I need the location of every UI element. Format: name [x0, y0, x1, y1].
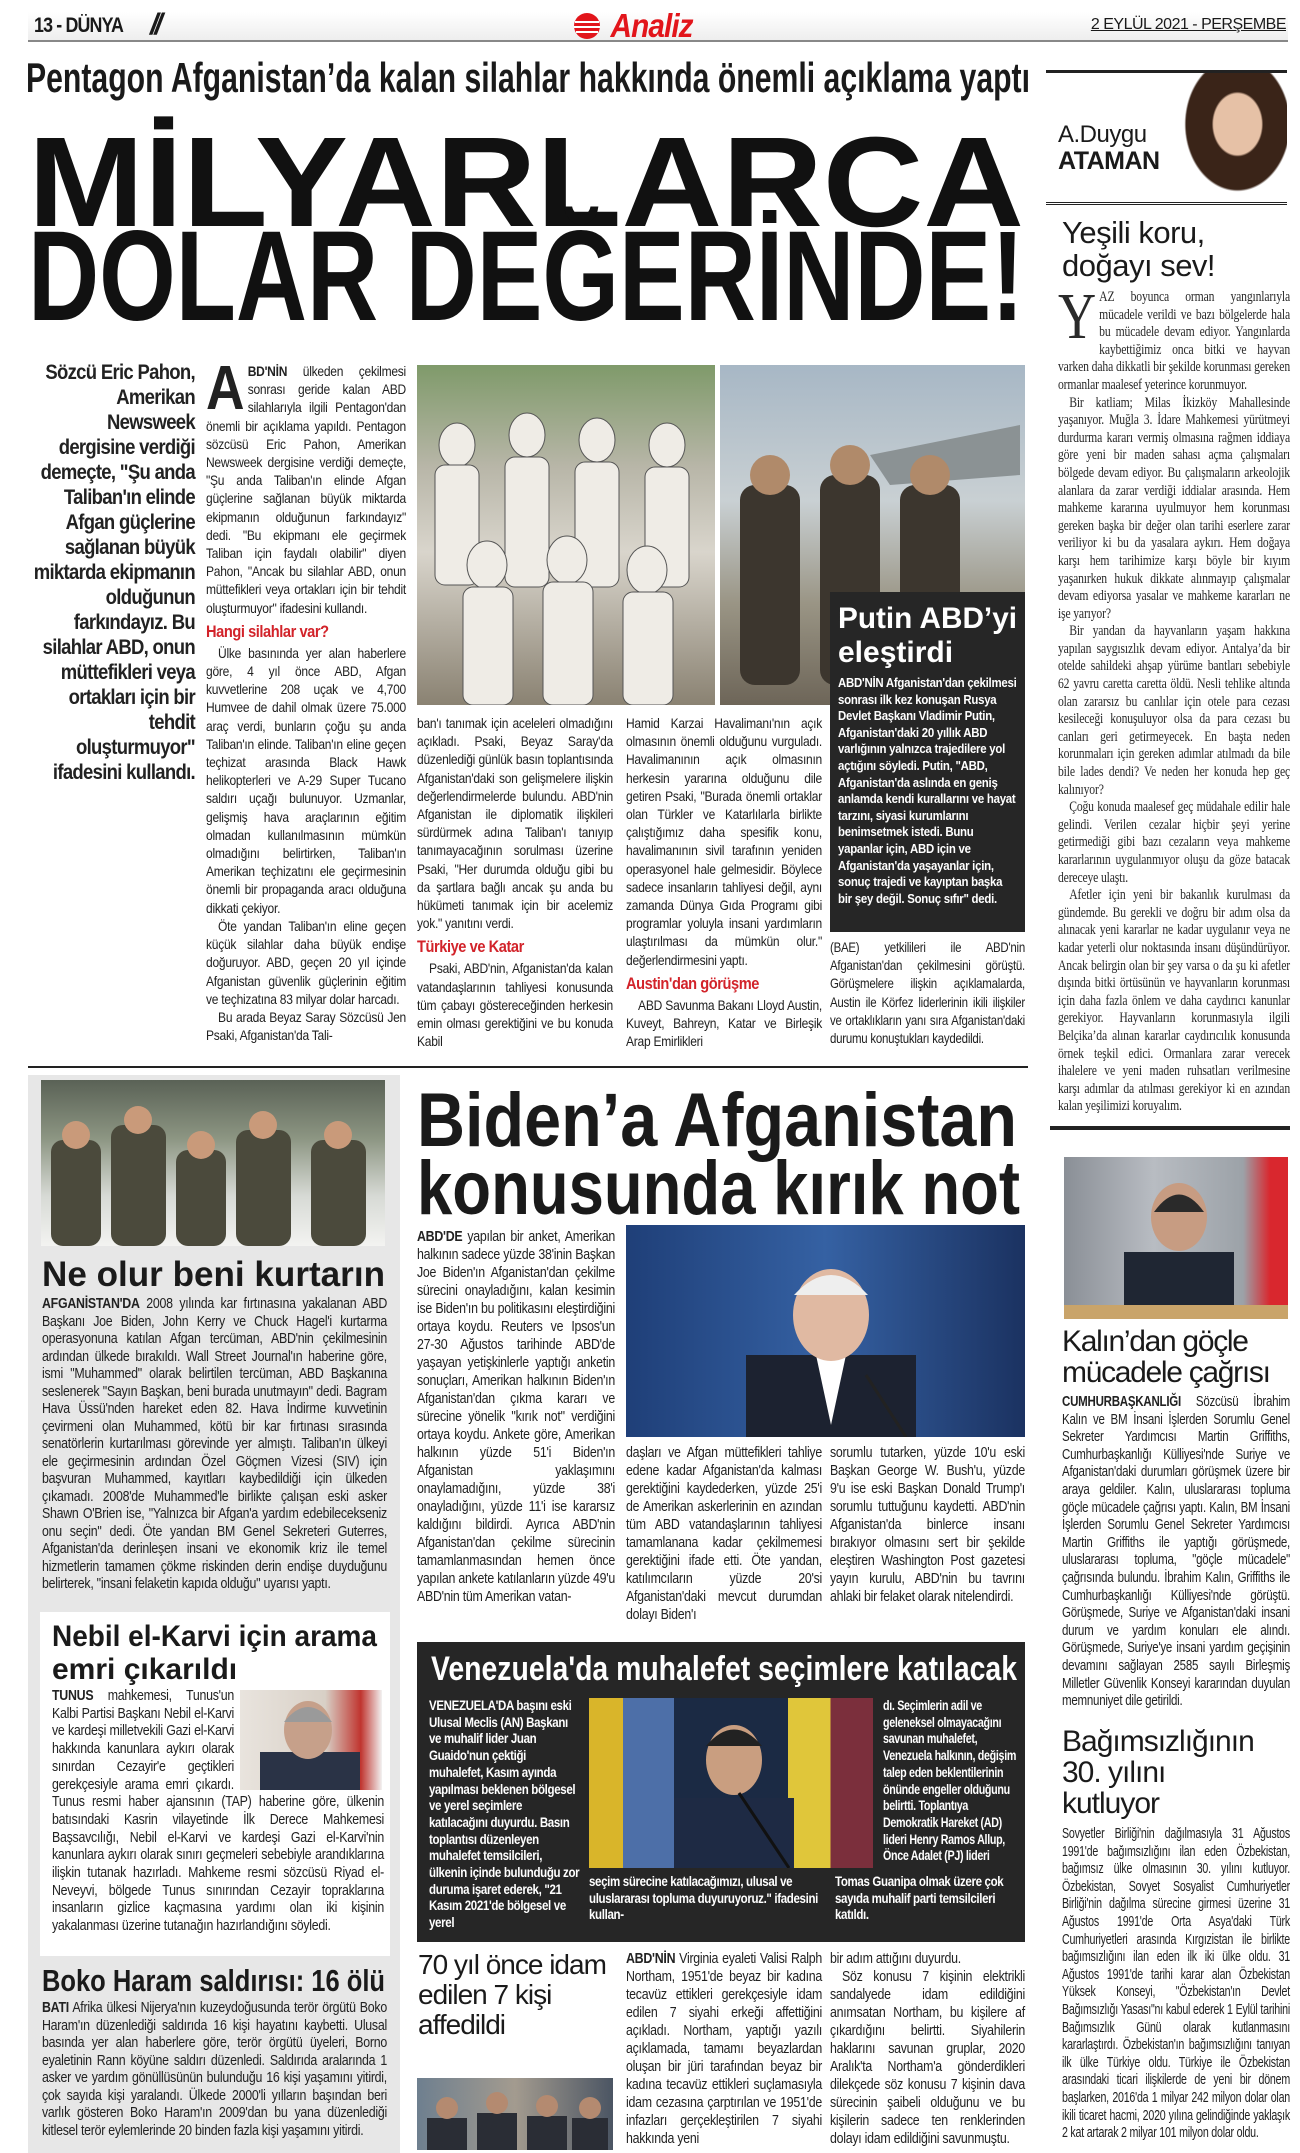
putin-sidebar [830, 592, 1025, 932]
venezuela-column-1 [429, 1698, 581, 1932]
paragraph [626, 996, 822, 1051]
lead-headline-line-2: DOLAR DEĞERİNDE! [28, 205, 1024, 330]
rescue-headline-wrap [42, 1250, 392, 1294]
boko-body [42, 2000, 387, 2140]
soldiers-group [41, 1080, 385, 1246]
paragraph [626, 1950, 822, 2148]
paragraph [1058, 395, 1290, 624]
paragraph [830, 938, 1025, 1047]
kalin-headline: Kalın’dan göçle mücadele çağrısı [1062, 1325, 1270, 1389]
uzbek-headline: Bağımsızlığının 30. yılını kutluyor [1062, 1725, 1254, 1820]
subheading: Austin'dan görüşme [626, 973, 760, 993]
biden-column-1 [417, 1228, 615, 1606]
paragraph [589, 1874, 827, 1924]
paragraph-text: Afetler için yeni bir bakanlık kurulması da gündemde. Bu gerekli ve doğru bir adım olsa da alınacak yeni kararlar ne kadar uygulanır veya ne kadar yeterli olur noktasında insanı düşündürüyor. Ancak belirgin olan bir şey varsa o da şu ki afetler dışında bitki örtüsünün ve hayvanların korunması için daha fazla önlem ve daha caydırıcı kanunlar gerekiyor. Hayvanların korunmasıyla ilgili Belçika’da alınan kararlar caydırıcılık konusunda örnek teşkil edici. Ormanlara zarar verecek ihalelere ve yeni maden ruhsatları verilmesine karşı adımlar da atılması gerekiyor ki en azından kalan yeşilimizi koruyalım. [1058, 887, 1290, 1115]
northam-photo [417, 2078, 613, 2150]
lead-headline-line-1: MİLYARLARCA [28, 111, 1024, 254]
nebil-headline [52, 1618, 387, 1686]
paragraph-text: Çoğu konuda maalesef geç müdahale edilir hale gelindi. Verilen cezalar hiçbir şeyi yerine getirmediği gibi bazı cezaların veya mahkeme kararlarının uygulanmıyor oluşu da göze batacak dereceye ulaştı. [1058, 799, 1290, 886]
paragraph [417, 1228, 615, 1606]
paragraph [835, 1874, 1019, 1924]
paragraph-text: Öte yandan Taliban'ın eline geçen küçük silahlar daha büyük endişe doğuruyor. ABD, geçen 20 yıl içinde Afganistan güvenlik güçlerinin eğitim ve teçhizatına 83 milyar dolar harcadı. [206, 917, 406, 1007]
uzbek-body [1062, 1826, 1290, 2143]
biden-headline [410, 1078, 1030, 1223]
paragraph-text: Sözcüsü İbrahim Kalın ve BM İnsani İşlerden Sorumlu Genel Sekreter Yardımcısı Martin Griffiths, Cumhurbaşkanlığı Külliyesi'nde Suriye ve Afganistan'daki durumları görüşmek üzere bir araya geldiler. Kalın, uluslararası topluma göçle mücadele çağrısı yaptı. Kalın, BM İnsani İşlerden Sorumlu Genel Sekreter Yardımcısı Martin Griffiths ile yaptığı görüşmede, uluslararası topluma, "göçle mücadele" çağrısında bulundu. İbrahim Kalın, Griffiths ile Cumhurbaşkanlığı Külliyesi'nde görüştü. Görüşmede, Suriye ve Afganistan'daki insani durum ve yardım konuları ele alındı. Görüşmede, Suriye'ye insani yardım geçişinin devamını sağlayan 2585 sayılı Birleşmiş Milletler Güvenlik Konseyi kararından duyulan memnuniyet dile getirildi. [1062, 1394, 1290, 1710]
paragraph-text: Psaki, ABD'nin, Afganistan'da kalan vatandaşlarının tahliyesi konusunda tüm çabayı göstereceğinden herkesin emin olması gerektiğini ve bu konuda Kabil [417, 960, 613, 1050]
venezuela-headline-wrap [417, 1642, 1025, 1692]
paragraph [883, 1698, 1019, 1865]
rescue-body [42, 1296, 387, 1594]
page-section-label: 13 - DÜNYA [34, 14, 124, 37]
northam-headline: 70 yıl önce idam edilen 7 kişi affedildi [418, 1949, 606, 2040]
lead-in: AFGANİSTAN'DA [42, 1296, 140, 1312]
paragraph [830, 1444, 1025, 1606]
paragraph [1062, 1394, 1290, 1711]
paragraph-text: ban'ı tanımak için aceleleri olmadığını açıkladı. Psaki, Beyaz Saray'da düzenlediği günlük basın toplantısında Afganistan'daki son gelişmelere ilişkin değerlendirmelerde bulundu. ABD'nin Afganistan ile diplomatik ilişkileri sürdürmek adına Taliban'ı tanıyıp tanımayacağının sorulması üzerine Psaki, "Her durumda olduğu gibi bu da şartlara bağlı ancak şu anda bu hükümeti tanımak için bir acelemiz yok." yanıtını verdi. [417, 715, 613, 932]
kalin-body [1062, 1394, 1290, 1711]
lead-in: BATI [42, 2000, 69, 2016]
drop-cap: A [206, 354, 245, 423]
biden-column-3 [830, 1444, 1025, 1606]
paragraph-text: Hamid Karzai Havalimanı'nın açık olmasının önemli olduğunu vurguladı. Havalimanının açık olmasının herkesin yararına olduğunu dile getiren Psaki, "Burada önemli ortaklar olan Türkler ve Katarlılarla birlikte çalıştığımız daha spesifik konu, havalimanının sivil tarafının yeniden operasyonel hale gelmesidir. Böylece sadece insanların tahliyesi değil, aynı zamanda Dünya Gıda Programı gibi programlar yoluyla insani yardımların ulaştırılması da mümkün olur." değerlendirmesini yaptı. [626, 715, 822, 968]
paragraph-text: Söz konusu 7 kişinin elektrikli sandalyede idam edildiğini anımsatan Northam, bu kişilere af çıkardığını belirtti. Siyahilerin haklarını savunan gruplar, 2020 Aralık'ta Northam'a gönderdikleri dilekçede söz konusu 7 kişinin dava sürecinin şaibeli olduğunu ve bu kişilerin sadece ten renklerinden dolayı idam edildiğini savunmuştu. [830, 1969, 1025, 2147]
paragraph-text: AZ boyunca orman yangınlarıyla mücadele verildi ve bazı bölgelerde hala bu mücadele devam ediyor. Yangınlarda kaybettiğimiz onca bitki ve hayvan varken daha dikkatli bir şekilde korunması gereken ormanlar maalesef yeterince korunmuyor. [1058, 289, 1290, 393]
paragraph-text: yapılan bir anket, Amerikan halkının sadece yüzde 38'inin Başkan Joe Biden'ın Afganistan'dan çekilme sürecini onayladığını, kalan kesimin ise Biden'ın bu politikasını eleştirdiğini ortaya koydu. Reuters ve Ipsos'un 27-30 Ağustos tarihinde ABD'de yaşayan yetişkinlerle yaptığı anketin sonuçları, Amerikan halkının Biden'ın Afganistan'dan çıkma kararı ve sürecine yönelik "kırık not" verdiğini ortaya koydu. Ankete göre, Amerikan halkının yüzde 51'i Biden'ın Afganistan yaklaşımını onaylamadığını, yüzde 38'i onayladığını, yüzde 11'i ise kararsız kaldığını bildirdi. Ayrıca ABD'nin Afganistan'dan çekilme sürecinin tamamlanmasından hemen önce yapılan ankete katılanların yüzde 49'u ABD'nin tüm Amerikan vatan- [417, 1229, 615, 1605]
venezuela-headline: Venezuela'da muhalefet seçimlere katılacak [431, 1650, 1018, 1688]
paragraph-text: Bir katliam; Milas İkizköy Mahallesinde yaşanıyor. Muğla 3. İdare Mahkemesi yürütmeyi durdurma kararı vermiş olmasına rağmen iddiaya göre yeni bir maden sahası açma çalışmaları bölgede devam ediyor. Bu çalışmaların arkeolojik alanlara da zarar verdiği iddialar arasında. Hem mahkeme kararına uyulmuyor hem korunması gereken başka bir değer olan tarihi eserlere zarar veriliyor ki bu da yasalara aykırı. Hem doğaya karşı hem tarihimize karşı böyle bir kıyım yaşanırken hukuk dikkate alınmayıp çalışmalar devam ediyorsa yasalar ve mahkeme kararları ne işe yarıyor? [1058, 394, 1290, 622]
paragraph-text: dı. Seçimlerin adil ve geleneksel olmayacağını savunan muhalefet, Venezuela halkının, değişim talep eden beklentilerinin önünde engeller olduğunu belirtti. Toplantıya Demokratik Hareket (AD) lideri Henry Ramos Allup, Önce Adalet (PJ) lideri [883, 1698, 1017, 1864]
taliban-fighters-photo [417, 365, 715, 705]
paragraph-text: Ülke basınında yer alan haberlere göre, 4 yıl önce ABD, Afgan kuvvetlerine 208 uçak ve 4,700 Humvee de dahil olmak üzere 75.000 araç verdi, bunların çoğu şu anda Taliban'ın elinde. Taliban'ın eline geçen teçhizat arasında Black Hawk helikopterleri ve A-29 Super Tucano saldırı uçağı bulunuyor. Uzmanlar, gelişmiş hava araçlarının eğitim olmadan kullanılmasının mümkün olmadığını belirtirken, Taliban'ın Amerikan teçhizatını ele geçirmesinin önemli bir propaganda aracı olduğuna dikkati çekiyor. [206, 644, 406, 916]
biden-speaking [626, 1225, 1025, 1437]
paragraph-text: Bir yandan da hayvanların yaşam hakkına yapılan saygısızlık devam ediyor. Antalya’da bir otelde sahildeki ahşap yürüme bantları sebebiyle 62 yavru caretta caretta öldü. Nesli tehlike altında olan zararsız bu canlılar için otele para cezası kesileceği konuşuluyor olsa da para cezası bu canları geri getirmeyecek. En başta neden korunmaları için gereken adımlar atılmadı da bile bile lades dendi? Ve neden her konuda hep geç kalınıyor? [1058, 623, 1290, 798]
lead-in: BD'NİN [247, 363, 288, 379]
lead-in: ABD'DE [417, 1229, 463, 1245]
newspaper-logo [572, 7, 752, 44]
nebil-body [52, 1688, 384, 1936]
paragraph-text: Sovyetler Birliği'nin dağılmasıyla 31 Ağustos 1991'de bağımsızlığını ilan eden Özbekistan, bağımsız ülke olmasının 30. yılını kutluyor. Özbekistan, Sovyet Sosyalist Cumhuriyetler Birliği'nin dağılma sürecine girmesi üzerine 31 Ağustos 1991'de Orta Asya'daki Türk Cumhuriyetleri arasında Kırgızistan ile birlikte bağımsızlığını ilan eden ilk iki ülke oldu. 31 Ağustos 1991'de tarihi karar alan Özbekistan Yüksek Konseyi, "Özbekistan'ın Devlet Bağımsızlığı Yasası"nı kabul ederek 1 Eylül tarihini Bağımsızlık Günü olarak kutlanmasını kararlaştırdı. Özbekistan'ın bağımsızlığını tanıyan ilk ülke Türkiye oldu. Türkiye ile Özbekistan arasındaki ticari ilişkilerde de yeni bir dönem başlarken, 2016'da 1 milyar 242 milyon dolar olan ikili ticaret hacmi, 2020 yılına gelindiğinde yaklaşık 2 kat artarak 2 milyar 101 milyon dolar oldu. [1062, 1826, 1290, 2142]
lead-in: TUNUS [52, 1688, 94, 1704]
northam-column-2 [830, 1950, 1025, 2148]
nebil-headline-line-2: emri çıkarıldı [52, 1653, 238, 1686]
section-slashes: // [150, 8, 159, 41]
guaido-photo [589, 1698, 873, 1868]
columnist-box [1046, 70, 1287, 205]
lead-kicker: Pentagon Afganistan’da kalan silahlar hakkında önemli açıklama yaptı [26, 54, 1030, 101]
boko-headline-wrap [42, 1960, 392, 2000]
paragraph-text: (BAE) yetkilileri ile ABD'nin Afganistan'dan çekilmesini görüştü. Görüşmelere ilişkin açıklamalarda, Austin ile Körfez liderlerinin ikili ilişkiler ve ortaklıkların yanı sıra Afganistan'daki durumu konuştukları kaydedildi. [830, 939, 1025, 1047]
paragraph [42, 2000, 387, 2140]
paragraph [206, 917, 406, 1008]
paragraph [429, 1698, 581, 1932]
paragraph [206, 354, 406, 617]
venezuela-column-2 [589, 1874, 827, 1924]
lead-column-2 [417, 714, 613, 1050]
lead-column-4 [830, 938, 1025, 1047]
paragraph-text: başını eski Ulusal Meclis (AN) Başkanı ve muhalif lider Juan Guaido'nun çektiği muhalefet, Kasım ayında yapılması beklenen bölgesel ve yerel seçimlere katılacağını duyurdu. Basın toplantısı düzenleyen muhalefet temsilcileri, ülkenin içinde bulunduğu zor duruma işaret ederek, "21 Kasım 2021'de bölgesel ve yerel [429, 1698, 580, 1931]
paragraph [52, 1688, 384, 1936]
paragraph [417, 959, 613, 1050]
putin-body: ABD'NİN Afganistan'dan çekilmesi sonrası ilk kez konuşan Rusya Devlet Başkanı Vladimir Putin, Afganistan'daki 20 yıllık ABD varlığının yalnızca trajedilere yol açtığını söyledi. Putin, "ABD, Afganistan'da aslında en geniş anlamda kendi kurallarını ve hayat tarzını, siyasi kurumlarını benimsetmek istedi. Bunu yapanlar için, ABD için ve Afganistan'da yaşayanlar için, sonuç trajedi ve kayıptan başka bir şey değil. Sonuç sıfır" dedi. [838, 675, 1017, 906]
paragraph [1058, 799, 1290, 887]
columnist-first-name: A.Duygu [1058, 121, 1147, 148]
paragraph-text: ülkeden çekilmesi sonrası geride kalan ABD silahlarıyla ilgili Pentagon'dan önemli bir açıklama yapıldı. Pentagon sözcüsü Eric Pahon, Amerikan Newsweek dergisine verdiği demeçte, "Şu anda Taliban'ın elinde Afgan güçlerine sağlanan büyük miktarda ekipmanın olduğunun farkındayız" dedi. "Bu ekipmanı ele geçirmek Taliban için faydalı olabilir" diyen Pahon, "Ancak bu silahlar ABD, onun müttefikleri veya ortakları için bir tehdit oluşturmuyor" ifadesini kullandı. [206, 363, 406, 616]
paragraph [42, 1296, 387, 1594]
paragraph-text: Virginia eyaleti Valisi Ralph Northam, 1951'de beyaz bir kadına tecavüz ettikleri gerekçesiyle idam edilen 7 siyahi erkeği affettiğini açıkladı. Northam, yaptığı yazılı açıklamada, tamamı beyazlardan oluşan bir jüri tarafından beyaz bir kadına tecavüz ettikleri suçlamasıyla idam cezasına çarptırılan ve 1951'de infazları gerçekleştirilen 7 siyahi hakkında yeni [626, 1951, 822, 2147]
paragraph-text: ABD Savunma Bakanı Lloyd Austin, Kuveyt, Bahreyn, Katar ve Birleşik Arap Emirlikleri [626, 996, 822, 1050]
lead-column-1 [206, 354, 406, 1044]
paragraph [1062, 1826, 1290, 2143]
paragraph-text: daşları ve Afgan müttefikleri tahliye edene kadar Afganistan'da kalması gerektiğini kaydederken, yüzde 25'i de Amerikan askerlerinin en azından tüm ABD vatandaşlarının tahliyesi tamamlanana kadar çekilmemesi gerektiğini ifade etti. Öte yandan, katılımcıların yüzde 20'si Afganistan'daki mevcut durumdan dolayı Biden'ı [626, 1445, 822, 1623]
northam-column-1 [626, 1950, 822, 2148]
columnist-last-name: ATAMAN [1058, 147, 1160, 175]
lead-in: ABD'NİN [626, 1951, 676, 1967]
paragraph [626, 714, 822, 969]
pull-quote: Sözcü Eric Pahon, Amerikan Newsweek dergisine verdiği demeçte, "Şu anda Taliban'ın elinde Afgan güçlerine sağlanan büyük miktarda ekipmanın olduğunun farkındayız. Bu silahlar ABD, onun müttefikleri veya ortakları için bir tehdit oluşturmuyor" ifadesini kullandı. [33, 360, 195, 784]
rescue-headline: Ne olur beni kurtarın [42, 1255, 385, 1294]
kalin-photo [1064, 1157, 1288, 1319]
opinion-body [1058, 280, 1290, 1116]
paragraph-text: Bu arada Beyaz Saray Sözcüsü Jen Psaki, Afganistan'da Tali- [206, 1008, 406, 1044]
paragraph [830, 1950, 1025, 1968]
logo-wordmark: Analiz [610, 7, 693, 44]
paragraph-text: bir adım attığını duyurdu. [830, 1951, 961, 1967]
paragraph [206, 1008, 406, 1044]
lead-column-3 [626, 714, 822, 1050]
paragraph-text: Tomas Guanipa olmak üzere çok sayıda muhalif parti temsilcileri katıldı. [835, 1874, 1004, 1923]
section-divider [28, 1066, 1028, 1068]
paragraph [1058, 623, 1290, 799]
biden-photo [626, 1225, 1025, 1437]
drop-cap: Y [1058, 280, 1096, 353]
venezuela-column-4 [835, 1874, 1019, 1924]
columnist-photo [1177, 73, 1287, 201]
kalin-speaking [1064, 1157, 1288, 1319]
fighters-silhouettes [417, 365, 715, 705]
lead-headlines [0, 50, 1040, 330]
paragraph-text: 2008 yılında kar fırtınasına yakalanan ABD Başkanı Joe Biden, John Kerry ve Chuck Hagel'i kurtarma operasyonuna katılan Afgan tercüman, ABD'nin çekilmesinin ardından ülkede bırakıldı. Wall Street Journal'ın haberine göre, ismi "Muhammed" olarak belirtilen tercüman, ABD Başkanına seslenerek "Sayın Başkan, beni burada unutmayın" dedi. Bagram Hava Üssü'nden hareket eden 82. Hava İndirme kuvvetinin çevirmeni olan Muhammed, kötü bir kar fırtınası sırasında senatörlerin kurtarılması görevinde yer almıştı. Taliban'ın ülkeyi ele geçirmesinin ardından Özel Göçmen Vizesi (SIV) için başvuran Muhammed, kayıtları kaybedildiği için ülkeden çıkamadı. 2008'de Muhammed'le birlikte çalışan eski asker Shawn O'Brien ise, "Yalnızca bir Afgan'a yardım edebilecekseniz onu seçin" dedi. Öte yandan BM Genel Sekreteri Guterres, Afganistan'da derinleşen insani ve ekonomik kriz ile temel hizmetlerin tamamen çökme riskinden derin endişe duyduğunu belirterek, "insani felaketin kapıda olduğu" uyarısı yaptı. [42, 1296, 387, 1592]
lead-in: CUMHURBAŞKANLIĞI [1062, 1394, 1181, 1410]
paragraph-text: sorumlu tutarken, yüzde 10'u eski Başkan George W. Bush'u, yüzde 9'u ise eski Başkan Donald Trump'ı sorumlu tuttuğunu kaydetti. ABD'nin Afganistan'da binlerce insanı bırakıyor olmasını sert bir şekilde eleştiren Washington Post gazetesi yayın kurulu, ABD'nin bu tavrını ahlaki bir felaket olarak nitelendirdi. [830, 1445, 1025, 1605]
putin-headline [838, 600, 1017, 670]
paragraph [1058, 280, 1290, 395]
putin-headline-line-1: Putin ABD’yi [838, 602, 1017, 635]
putin-headline-line-2: eleştirdi [838, 636, 954, 669]
nebil-headline-line-1: Nebil el-Karvi için arama [52, 1620, 378, 1653]
subheading: Türkiye ve Katar [417, 937, 524, 957]
officials-group [417, 2078, 613, 2150]
guaido-speaking [589, 1698, 873, 1868]
paragraph-text: mahkemesi, Tunus'un Kalbi Partisi Başkanı Nebil el-Karvi ve kardeşi milletvekili Gazi el-Karvi hakkında kanunlara aykırı olarak sınırdan Cezayir'e geçtikleri gerekçesiyle arama emri çıkardı. Tunus resmi haber ajansının (TAP) haberine göre, ülkenin batısındaki Kasrin vilayetinde İlk Derece Mahkemesi Başsavcılığı, Nebil el-Karvi ve kardeşi Gazi el-Karvi'nin kanunlara aykırı olarak sınırı geçmeleri sebebiyle arandıklarına ilişkin tutanak hazırladı. Mahkeme resmi sözcüsü Riyad el-Neveyvi, bölgede Tunus sınırından Cezayir topraklarına insanların gizlice kaçmasına yardımı olan iki kişinin yakalanması üzerine tutanağın hazırlandığını söyledi. [52, 1688, 384, 1935]
biden-column-2 [626, 1444, 822, 1624]
paragraph [206, 644, 406, 917]
paragraph [1058, 887, 1290, 1116]
biden-headline-line-1: Biden’a Afganistan [417, 1078, 1017, 1163]
venezuela-column-3 [883, 1698, 1019, 1865]
paragraph [417, 714, 613, 932]
issue-date: 2 EYLÜL 2021 - PERŞEMBE [1090, 16, 1286, 33]
rescue-group-photo [41, 1080, 385, 1246]
biden-headline-line-2: konusunda kırık not [417, 1146, 1020, 1223]
venezuela-box [417, 1642, 1025, 1942]
lead-in: VENEZUELA'DA [429, 1698, 514, 1713]
paragraph [830, 1968, 1025, 2148]
subheading: Hangi silahlar var? [206, 621, 329, 641]
boko-headline: Boko Haram saldırısı: 16 ölü [42, 1963, 385, 1998]
opinion-title: Yeşili koru, doğayı sev! [1062, 215, 1216, 283]
opinion-end-rule [1050, 1126, 1290, 1130]
paragraph-text: seçim sürecine katılacağımızı, ulusal ve uluslararası topluma duyuruyoruz." ifadesini kullan- [589, 1874, 819, 1923]
paragraph [626, 1444, 822, 1624]
logo-globe-icon [572, 11, 602, 41]
paragraph-text: Afrika ülkesi Nijerya'nın kuzeydoğusunda terör örgütü Boko Haram'ın düzenlediği saldırıda 16 kişi hayatını kaybetti. Ulusal basında yer alan haberlere göre, terör örgütü üyeleri, Borno eyaletinin Rann köyüne saldırı düzenledi. Saldırıda aralarında 1 asker ve yardım gönüllüsünün bulunduğu 16 kişi yaşamını yitirdi, çok sayıda kişi yaralandı. Ülkede 2000'li yılların başından beri varlık gösteren Boko Haram'ın 2009'dan bu yana düzenlediği kitlesel terör eylemlerinde 20 binden fazla kişi yaşamını yitirdi. [42, 2000, 387, 2139]
